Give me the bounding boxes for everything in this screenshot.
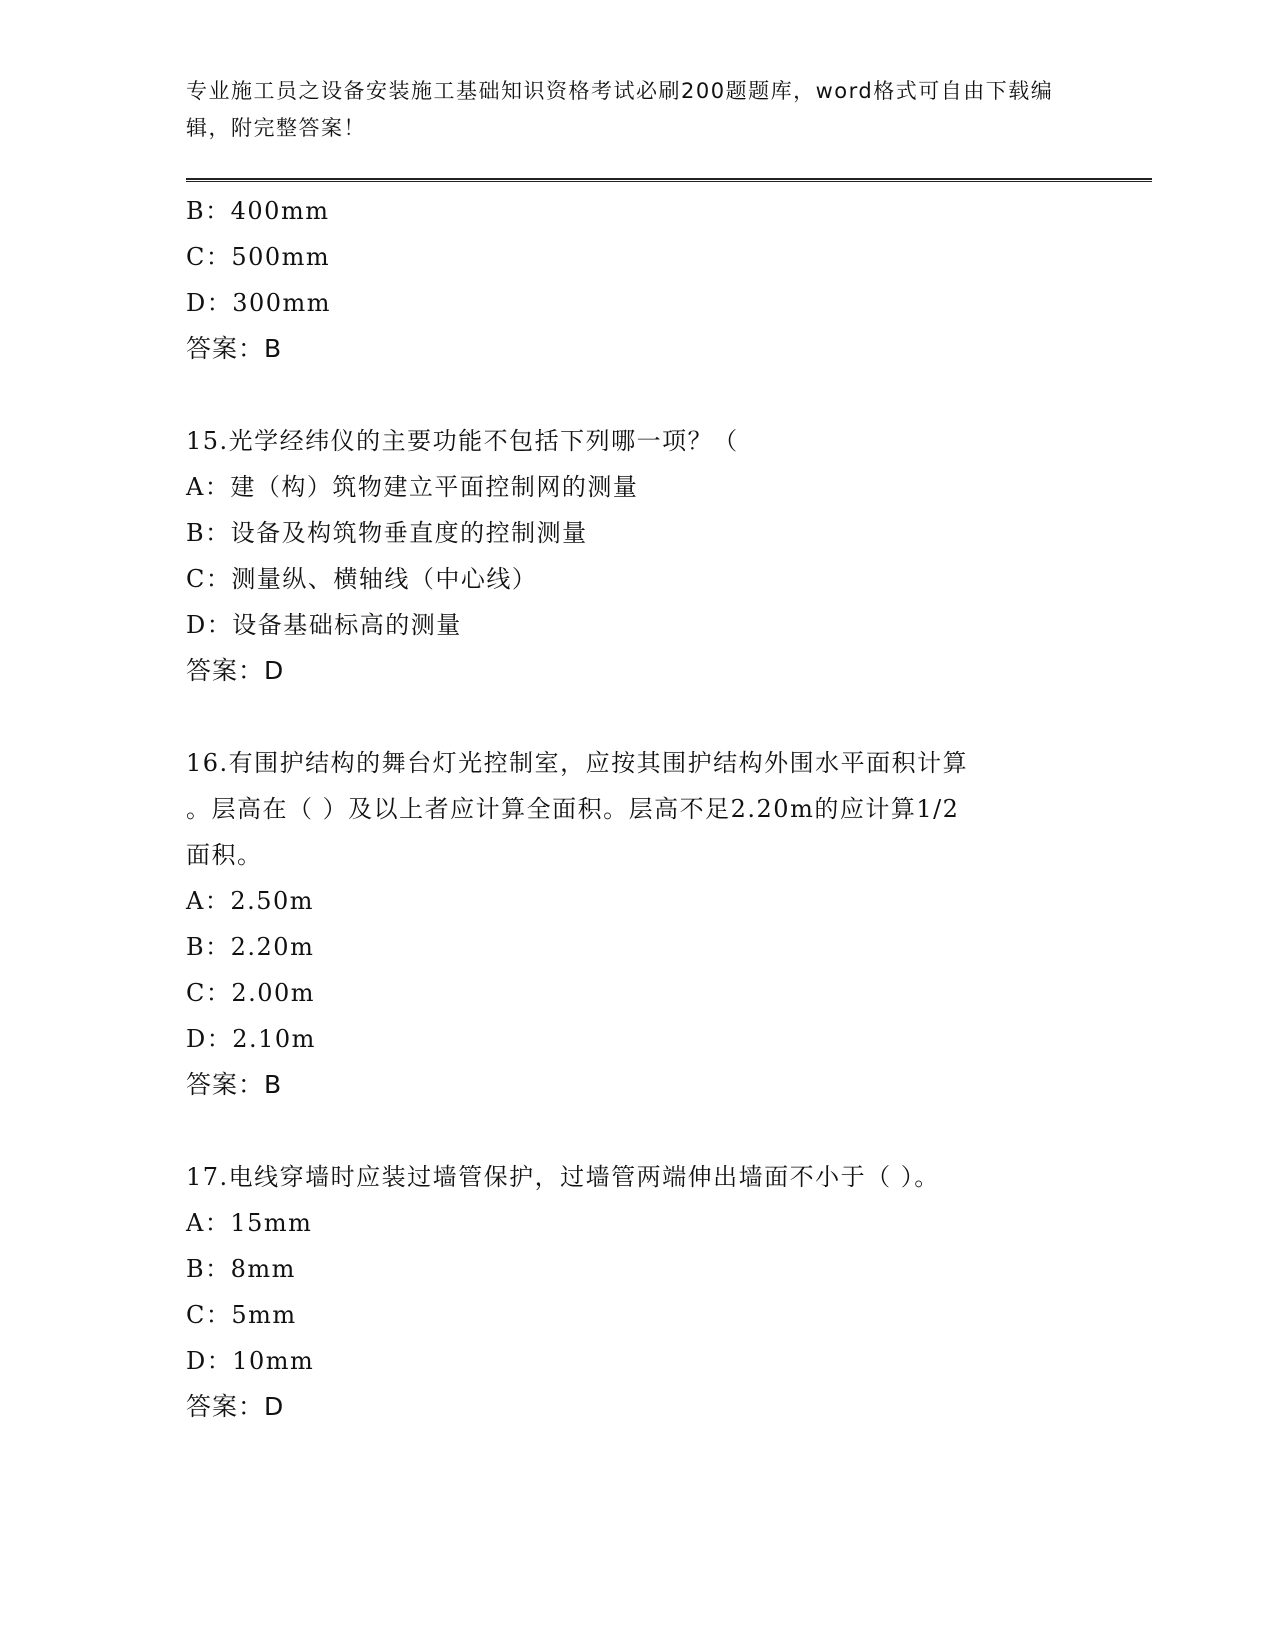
option-c: C：500mm xyxy=(186,243,331,271)
option-d: D：2.10m xyxy=(186,1025,316,1053)
question-stem-line-3: 面积。 xyxy=(186,841,263,869)
option-d: D：300mm xyxy=(186,289,332,317)
document-body xyxy=(186,188,1086,1430)
option-c: C：2.00m xyxy=(186,979,316,1007)
option-c: C：5mm xyxy=(186,1301,297,1329)
option-d: D：设备基础标高的测量 xyxy=(186,611,462,639)
option-d: D：10mm xyxy=(186,1347,315,1375)
answer-line: 答案：D xyxy=(186,1392,285,1421)
header-divider xyxy=(186,178,1152,182)
option-a: A：建（构）筑物建立平面控制网的测量 xyxy=(186,473,639,501)
option-b: B：设备及构筑物垂直度的控制测量 xyxy=(186,519,588,547)
question-16 xyxy=(186,740,1086,1108)
question-stem-line-2: 。层高在（ ）及以上者应计算全面积。层高不足2.20m的应计算1/2 xyxy=(186,795,960,823)
option-b: B：8mm xyxy=(186,1255,296,1283)
option-c: C：测量纵、横轴线（中心线） xyxy=(186,565,538,593)
option-b: B：2.20m xyxy=(186,933,315,961)
question-stem: 17.电线穿墙时应装过墙管保护，过墙管两端伸出墙面不小于（ ）。 xyxy=(186,1163,940,1191)
answer-line: 答案：D xyxy=(186,656,285,685)
question-15 xyxy=(186,418,1086,694)
question-stem: 15.光学经纬仪的主要功能不包括下列哪一项？（ xyxy=(186,427,739,455)
answer-line: 答案：B xyxy=(186,1070,283,1099)
document-header: 专业施工员之设备安装施工基础知识资格考试必刷200题题库，word格式可自由下载编辑，附完整答案！ xyxy=(186,79,1054,140)
option-a: A：2.50m xyxy=(186,887,315,915)
question-17 xyxy=(186,1154,1086,1430)
answer-line: 答案：B xyxy=(186,334,283,363)
option-a: A：15mm xyxy=(186,1209,313,1237)
question-14-continued xyxy=(186,188,1086,372)
option-b: B：400mm xyxy=(186,197,330,225)
question-stem-line-1: 16.有围护结构的舞台灯光控制室，应按其围护结构外围水平面积计算 xyxy=(186,749,969,777)
